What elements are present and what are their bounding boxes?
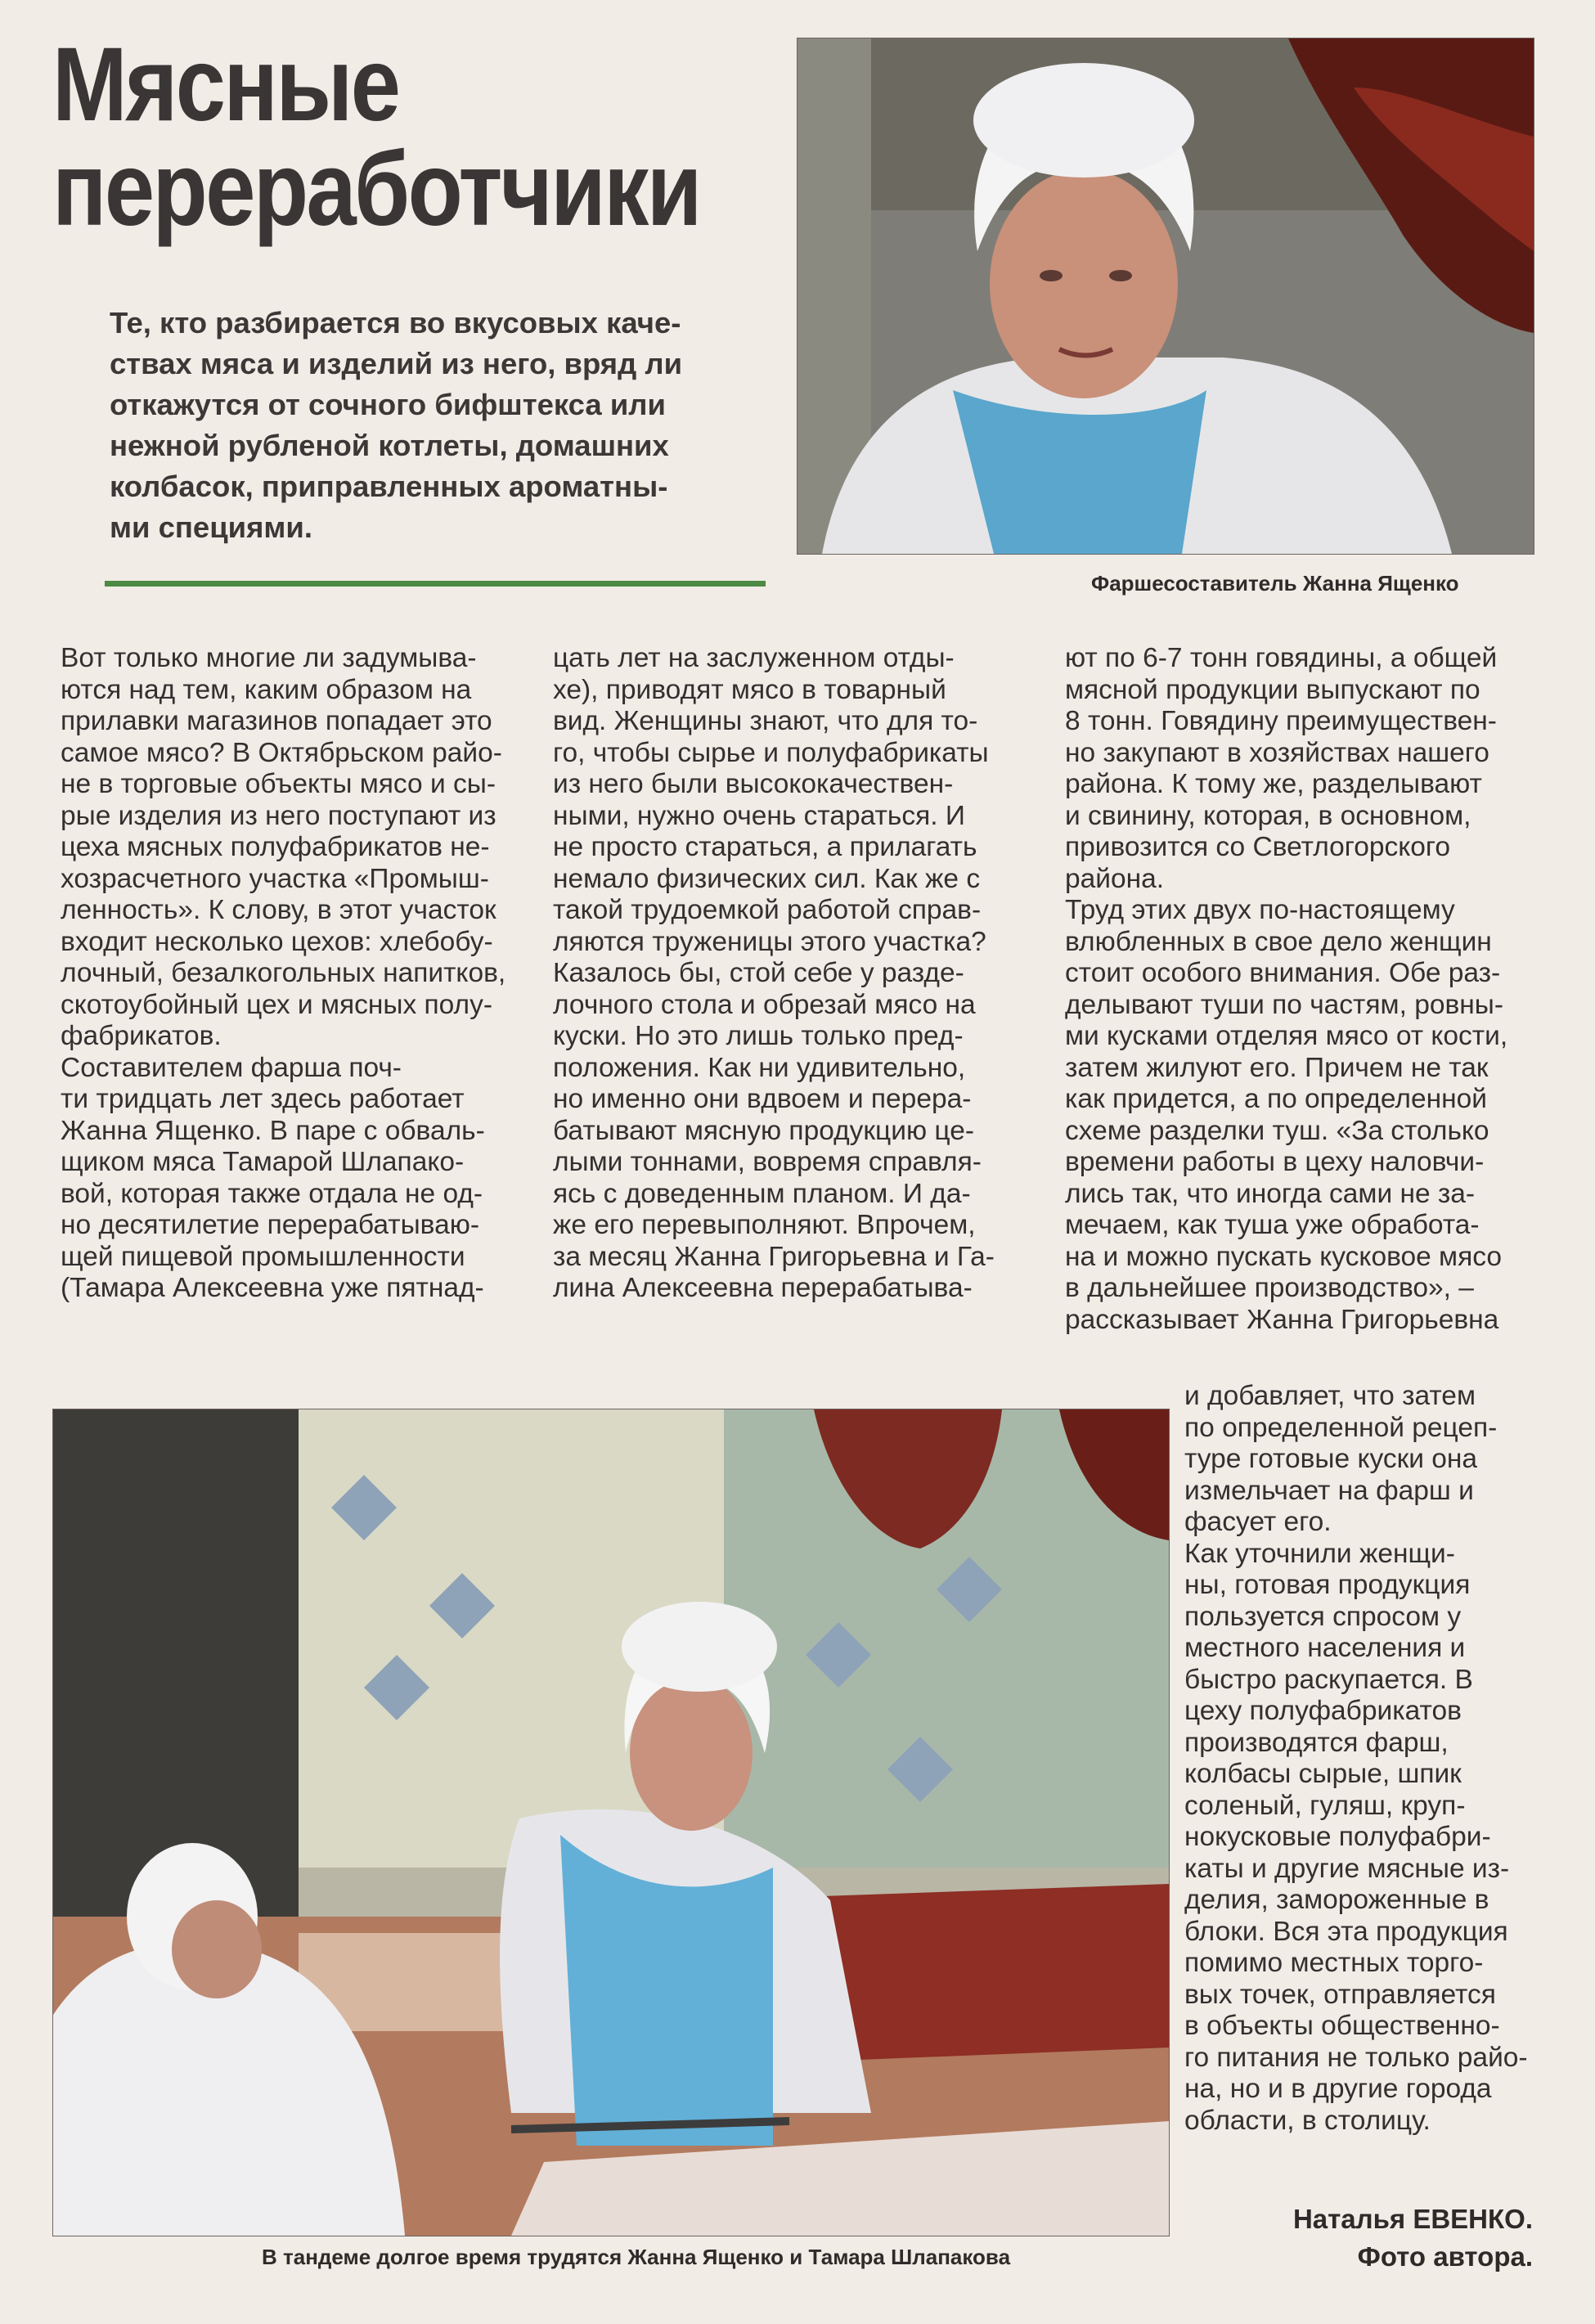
paragraph-line: такой трудоемкой работой справ- [553, 895, 982, 925]
paragraph-line: ются над тем, каким образом на [61, 674, 472, 705]
paragraph-line: рые изделия из него поступают из [61, 800, 496, 831]
article-byline [1293, 2200, 1533, 2276]
lead-divider [105, 581, 766, 587]
paragraph-line: лись так, что иногда сами не за- [1065, 1178, 1476, 1209]
photo-portrait [797, 38, 1534, 555]
paragraph-line: же его перевыполняют. Впрочем, [553, 1210, 976, 1240]
paragraph-line: за месяц Жанна Григорьевна и Га- [553, 1241, 995, 1272]
paragraph-line: стоит особого внимания. Обе раз- [1065, 958, 1501, 988]
lead-line: нежной рубленой котлеты, домашних [110, 429, 669, 462]
text-column-3-continued [1184, 1381, 1528, 2137]
paragraph-line: в дальнейшее производство», – [1065, 1273, 1474, 1303]
paragraph-line: батывают мясную продукцию це- [553, 1115, 974, 1146]
paragraph-line: времени работы в цеху наловчи- [1065, 1147, 1485, 1177]
article-lead [110, 303, 780, 548]
paragraph-line: нокусковые полуфабри- [1184, 1822, 1491, 1852]
article-headline [52, 26, 700, 248]
paragraph-line: производятся фарш, [1184, 1727, 1449, 1758]
paragraph-line: в объекты общественно- [1184, 2011, 1500, 2041]
paragraph-line: но именно они вдвоем и перера- [553, 1084, 972, 1114]
paragraph-line: входит несколько цехов: хлебобу- [61, 926, 493, 957]
paragraph-line: ляются труженицы этого участка? [553, 926, 986, 957]
paragraph-line: но десятилетие перерабатываю- [61, 1210, 479, 1240]
photo-credit: Фото автора. [1357, 2241, 1533, 2272]
paragraph-line: и свинину, которая, в основном, [1065, 800, 1471, 831]
paragraph-line: го питания не только райо- [1184, 2042, 1528, 2073]
paragraph-line: вид. Женщины знают, что для то- [553, 706, 978, 736]
paragraph-line: цеха мясных полуфабрикатов не- [61, 832, 490, 862]
paragraph-line: быстро раскупается. В [1184, 1664, 1473, 1695]
paragraph-line: го, чтобы сырье и полуфабрикаты [553, 737, 989, 768]
paragraph-line: ны, готовая продукция [1184, 1570, 1471, 1600]
text-column-3 [1065, 643, 1507, 1336]
paragraph-line: вой, которая также отдала не од- [61, 1178, 483, 1209]
paragraph-line: из него были высококачествен- [553, 769, 954, 799]
paragraph-line: лочного стола и обрезай мясо на [553, 989, 976, 1020]
paragraph-line: делия, замороженные в [1184, 1885, 1489, 1915]
paragraph-line: прилавки магазинов попадает это [61, 706, 492, 736]
paragraph-line: ют по 6-7 тонн говядины, а общей [1065, 643, 1498, 673]
photo-portrait-caption: Фаршесоставитель Жанна Ященко [1091, 571, 1459, 596]
paragraph-line: не просто стараться, а прилагать [553, 832, 977, 862]
text-column-2 [553, 643, 995, 1305]
paragraph-line: каты и другие мясные из- [1184, 1853, 1510, 1884]
paragraph-line: местного населения и [1184, 1633, 1466, 1663]
paragraph-line: и добавляет, что затем [1184, 1381, 1476, 1411]
paragraph-line: схеме разделки туш. «За столько [1065, 1115, 1489, 1146]
paragraph-line: лочный, безалкогольных напитков, [61, 958, 506, 988]
paragraph-line: пользуется спросом у [1184, 1601, 1462, 1632]
paragraph-line: на и можно пускать кусковое мясо [1065, 1241, 1502, 1272]
paragraph-line: (Тамара Алексеевна уже пятнад- [61, 1273, 484, 1303]
paragraph-line: блоки. Вся эта продукция [1184, 1916, 1508, 1947]
paragraph-line: Вот только многие ли задумыва- [61, 643, 477, 673]
paragraph-line: ти тридцать лет здесь работает [61, 1084, 465, 1114]
lead-line: откажутся от сочного бифштекса или [110, 388, 666, 421]
paragraph-line: фасует его. [1184, 1507, 1332, 1537]
paragraph-line: ными, нужно очень стараться. И [553, 800, 965, 831]
lead-line: ствах мяса и изделий из него, вряд ли [110, 347, 683, 380]
paragraph-line: хозрасчетного участка «Промыш- [61, 863, 489, 894]
paragraph-line: Как уточнили женщи- [1184, 1538, 1455, 1569]
lead-line: ми специями. [110, 510, 312, 544]
paragraph-line: щей пищевой промышленности [61, 1241, 465, 1272]
paragraph-line: района. [1065, 863, 1165, 894]
paragraph-line: Жанна Ященко. В паре с обваль- [61, 1115, 485, 1146]
text-column-1 [61, 643, 505, 1305]
paragraph-line: немало физических сил. Как же с [553, 863, 981, 894]
paragraph-line: области, в столицу. [1184, 2105, 1431, 2136]
paragraph-line: измельчает на фарш и [1184, 1475, 1474, 1506]
photo-workers-caption: В тандеме долгое время трудятся Жанна Ященко и Тамара Шлапакова [262, 2245, 1011, 2269]
paragraph-line: как придется, а по определенной [1065, 1084, 1487, 1114]
paragraph-line: Казалось бы, стой себе у разде- [553, 958, 964, 988]
lead-line: колбасок, приправленных ароматны- [110, 470, 668, 503]
paragraph-line: ясь с доведенным планом. И да- [553, 1178, 971, 1209]
paragraph-line: Труд этих двух по-настоящему [1065, 895, 1455, 925]
paragraph-line: цать лет на заслуженном отды- [553, 643, 955, 673]
paragraph-line: самое мясо? В Октябрьском райо- [61, 737, 502, 768]
paragraph-line: по определенной рецеп- [1184, 1412, 1498, 1443]
paragraph-line: мясной продукции выпускают по [1065, 674, 1480, 705]
paragraph-line: соленый, гуляш, круп- [1184, 1790, 1466, 1821]
paragraph-line: делывают туши по частям, ровны- [1065, 989, 1503, 1020]
paragraph-line: ленность». К слову, в этот участок [61, 895, 496, 925]
paragraph-line: туре готовые куски она [1184, 1444, 1478, 1474]
paragraph-line: ми кусками отделяя мясо от кости, [1065, 1021, 1508, 1051]
paragraph-line: привозится со Светлогорского [1065, 832, 1451, 862]
headline-line: переработчики [52, 131, 700, 248]
paragraph-line: но закупают в хозяйствах нашего [1065, 737, 1489, 768]
paragraph-line: положения. Как ни удивительно, [553, 1052, 966, 1083]
paragraph-line: Составителем фарша поч- [61, 1052, 402, 1083]
paragraph-line: влюбленных в свое дело женщин [1065, 926, 1492, 957]
paragraph-line: на, но и в другие города [1184, 2074, 1492, 2104]
paragraph-line: хе), приводят мясо в товарный [553, 674, 946, 705]
paragraph-line: лина Алексеевна перерабатыва- [553, 1273, 973, 1303]
paragraph-line: вых точек, отправляется [1184, 1979, 1496, 2010]
paragraph-line: мечаем, как туша уже обработа- [1065, 1210, 1480, 1240]
photo-workers [52, 1409, 1170, 2236]
paragraph-line: лыми тоннами, вовремя справля- [553, 1147, 982, 1177]
paragraph-line: 8 тонн. Говядину преимуществен- [1065, 706, 1497, 736]
paragraph-line: не в торговые объекты мясо и сы- [61, 769, 496, 799]
paragraph-line: помимо местных торго- [1184, 1948, 1484, 1978]
paragraph-line: колбасы сырые, шпик [1184, 1759, 1462, 1789]
paragraph-line: рассказывает Жанна Григорьевна [1065, 1304, 1499, 1335]
paragraph-line: затем жилуют его. Причем не так [1065, 1052, 1489, 1083]
paragraph-line: щиком мяса Тамарой Шлапако- [61, 1147, 465, 1177]
paragraph-line: фабрикатов. [61, 1021, 222, 1051]
author-name: Наталья ЕВЕНКО. [1292, 2204, 1533, 2234]
headline-line: Мясные [52, 26, 399, 143]
paragraph-line: куски. Но это лишь только пред- [553, 1021, 964, 1051]
paragraph-line: скотоубойный цех и мясных полу- [61, 989, 492, 1020]
paragraph-line: района. К тому же, разделывают [1065, 769, 1482, 799]
lead-line: Те, кто разбирается во вкусовых каче- [110, 306, 681, 339]
paragraph-line: цеху полуфабрикатов [1184, 1696, 1462, 1726]
